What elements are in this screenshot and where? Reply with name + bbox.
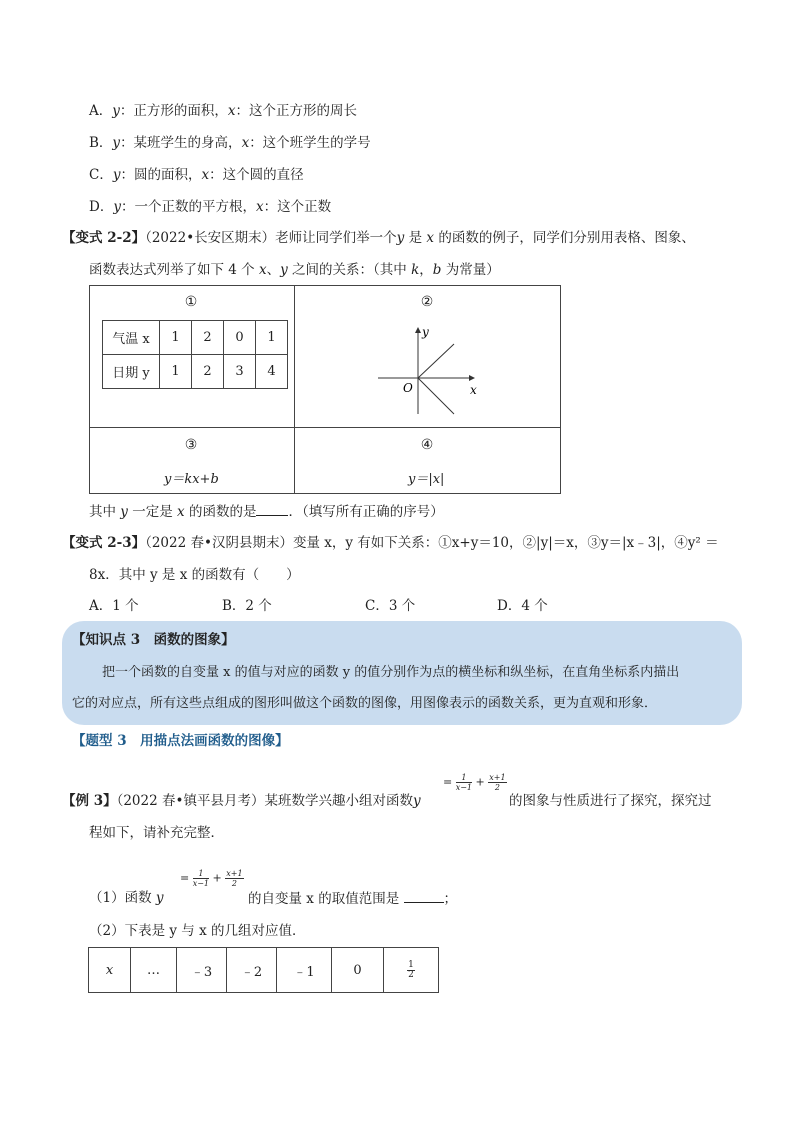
question-1-text: 的自变量 x 的取值范围是 ； [248,888,457,909]
knowledge-line-1: 把一个函数的自变量 x 的值与对应的函数 y 的值分别作为点的横坐标和纵坐标，在直角坐标系内描出 [102,665,680,680]
value-table [88,947,439,993]
cell-number-3: ③ [184,437,198,453]
table-row: x … ﹣3 ﹣2 ﹣1 0 $\frac{1}{2}$ [89,948,439,993]
graph-y-label: y [422,325,429,339]
temperature-date-table [102,320,288,389]
function-graph [370,322,490,422]
cell-number-4: ④ [420,437,434,453]
question-1-function: = $\frac{1}{x-1}$ + $\frac{x+1}{2}$ [180,869,243,888]
graph-line-down [418,378,454,414]
option-a: A．y：正方形的面积，x：这个正方形的周长 [89,103,358,119]
type-3-heading: 【题型 3 用描点法画函数的图像】 [72,733,289,749]
variant-2-2-question: 其中 y 一定是 x 的函数的是 ．（填写所有正确的序号） [89,501,444,522]
question-2: （2）下表是 y 与 x 的几组对应值． [89,923,306,939]
variant-tag: 【变式 2-2】 [62,230,146,246]
variant-2-3-option-c: C．3 个 [365,598,416,614]
graph-x-label: x [470,383,477,397]
formula-3: y＝kx+b [164,472,219,487]
variant-table [89,285,561,494]
answer-blank [404,888,444,903]
option-d: D．y：一个正数的平方根，x：这个正数 [89,199,332,215]
table-row: 气温 x 1 2 0 1 [103,321,288,355]
formula-4: y＝|x| [408,472,445,487]
knowledge-line-2: 它的对应点，所有这些点组成的图形叫做这个函数的图像，用图像表示的函数关系，更为直观和形象． [72,696,658,711]
knowledge-title: 【知识点 3 函数的图象】 [72,632,235,648]
question-1-label: （1）函数 y [89,890,164,906]
cell-number-1: ① [184,294,198,310]
variant-2-3-option-a: A．1 个 [89,598,139,614]
example-3-line2: 程如下，请补充完整． [89,825,224,841]
option-b: B．y：某班学生的身高，x：这个班学生的学号 [89,135,371,151]
graph-origin-label: O [403,381,413,395]
variant-2-3-option-b: B．2 个 [222,598,272,614]
example-3-function: = $\frac{1}{x-1}$ + $\frac{x+1}{2}$ [443,773,506,792]
knowledge-box [62,621,742,725]
cell-number-2: ② [420,294,434,310]
table-row: 日期 y 1 2 3 4 [103,355,288,389]
example-3-line1-end: 的图象与性质进行了探究，探究过 [509,793,712,809]
graph-line-up [418,344,454,378]
answer-blank [256,501,288,516]
example-3-line1: 【例 3】（2022 春•镇平县月考）某班数学兴趣小组对函数y [62,793,421,809]
variant-2-3-line2: 8x．其中 y 是 x 的函数有（ ） [89,567,300,583]
variant-2-2-line1: 【变式 2-2】（2022•长安区期末）老师让同学们举一个y 是 x 的函数的例子，同学们分别用表格、图象、 [62,230,695,246]
option-c: C．y：圆的面积，x：这个圆的直径 [89,167,304,183]
variant-2-3-option-d: D．4 个 [497,598,548,614]
variant-2-3-line1: 【变式 2-3】（2022 春•汉阴县期末）变量 x，y 有如下关系：①x+y＝10，②|y|＝x，③y＝|x﹣3|，④y² ＝ [62,535,719,551]
variant-2-2-line2: 函数表达式列举了如下 4 个 x、y 之间的关系：（其中 k，b 为常量） [89,262,500,278]
